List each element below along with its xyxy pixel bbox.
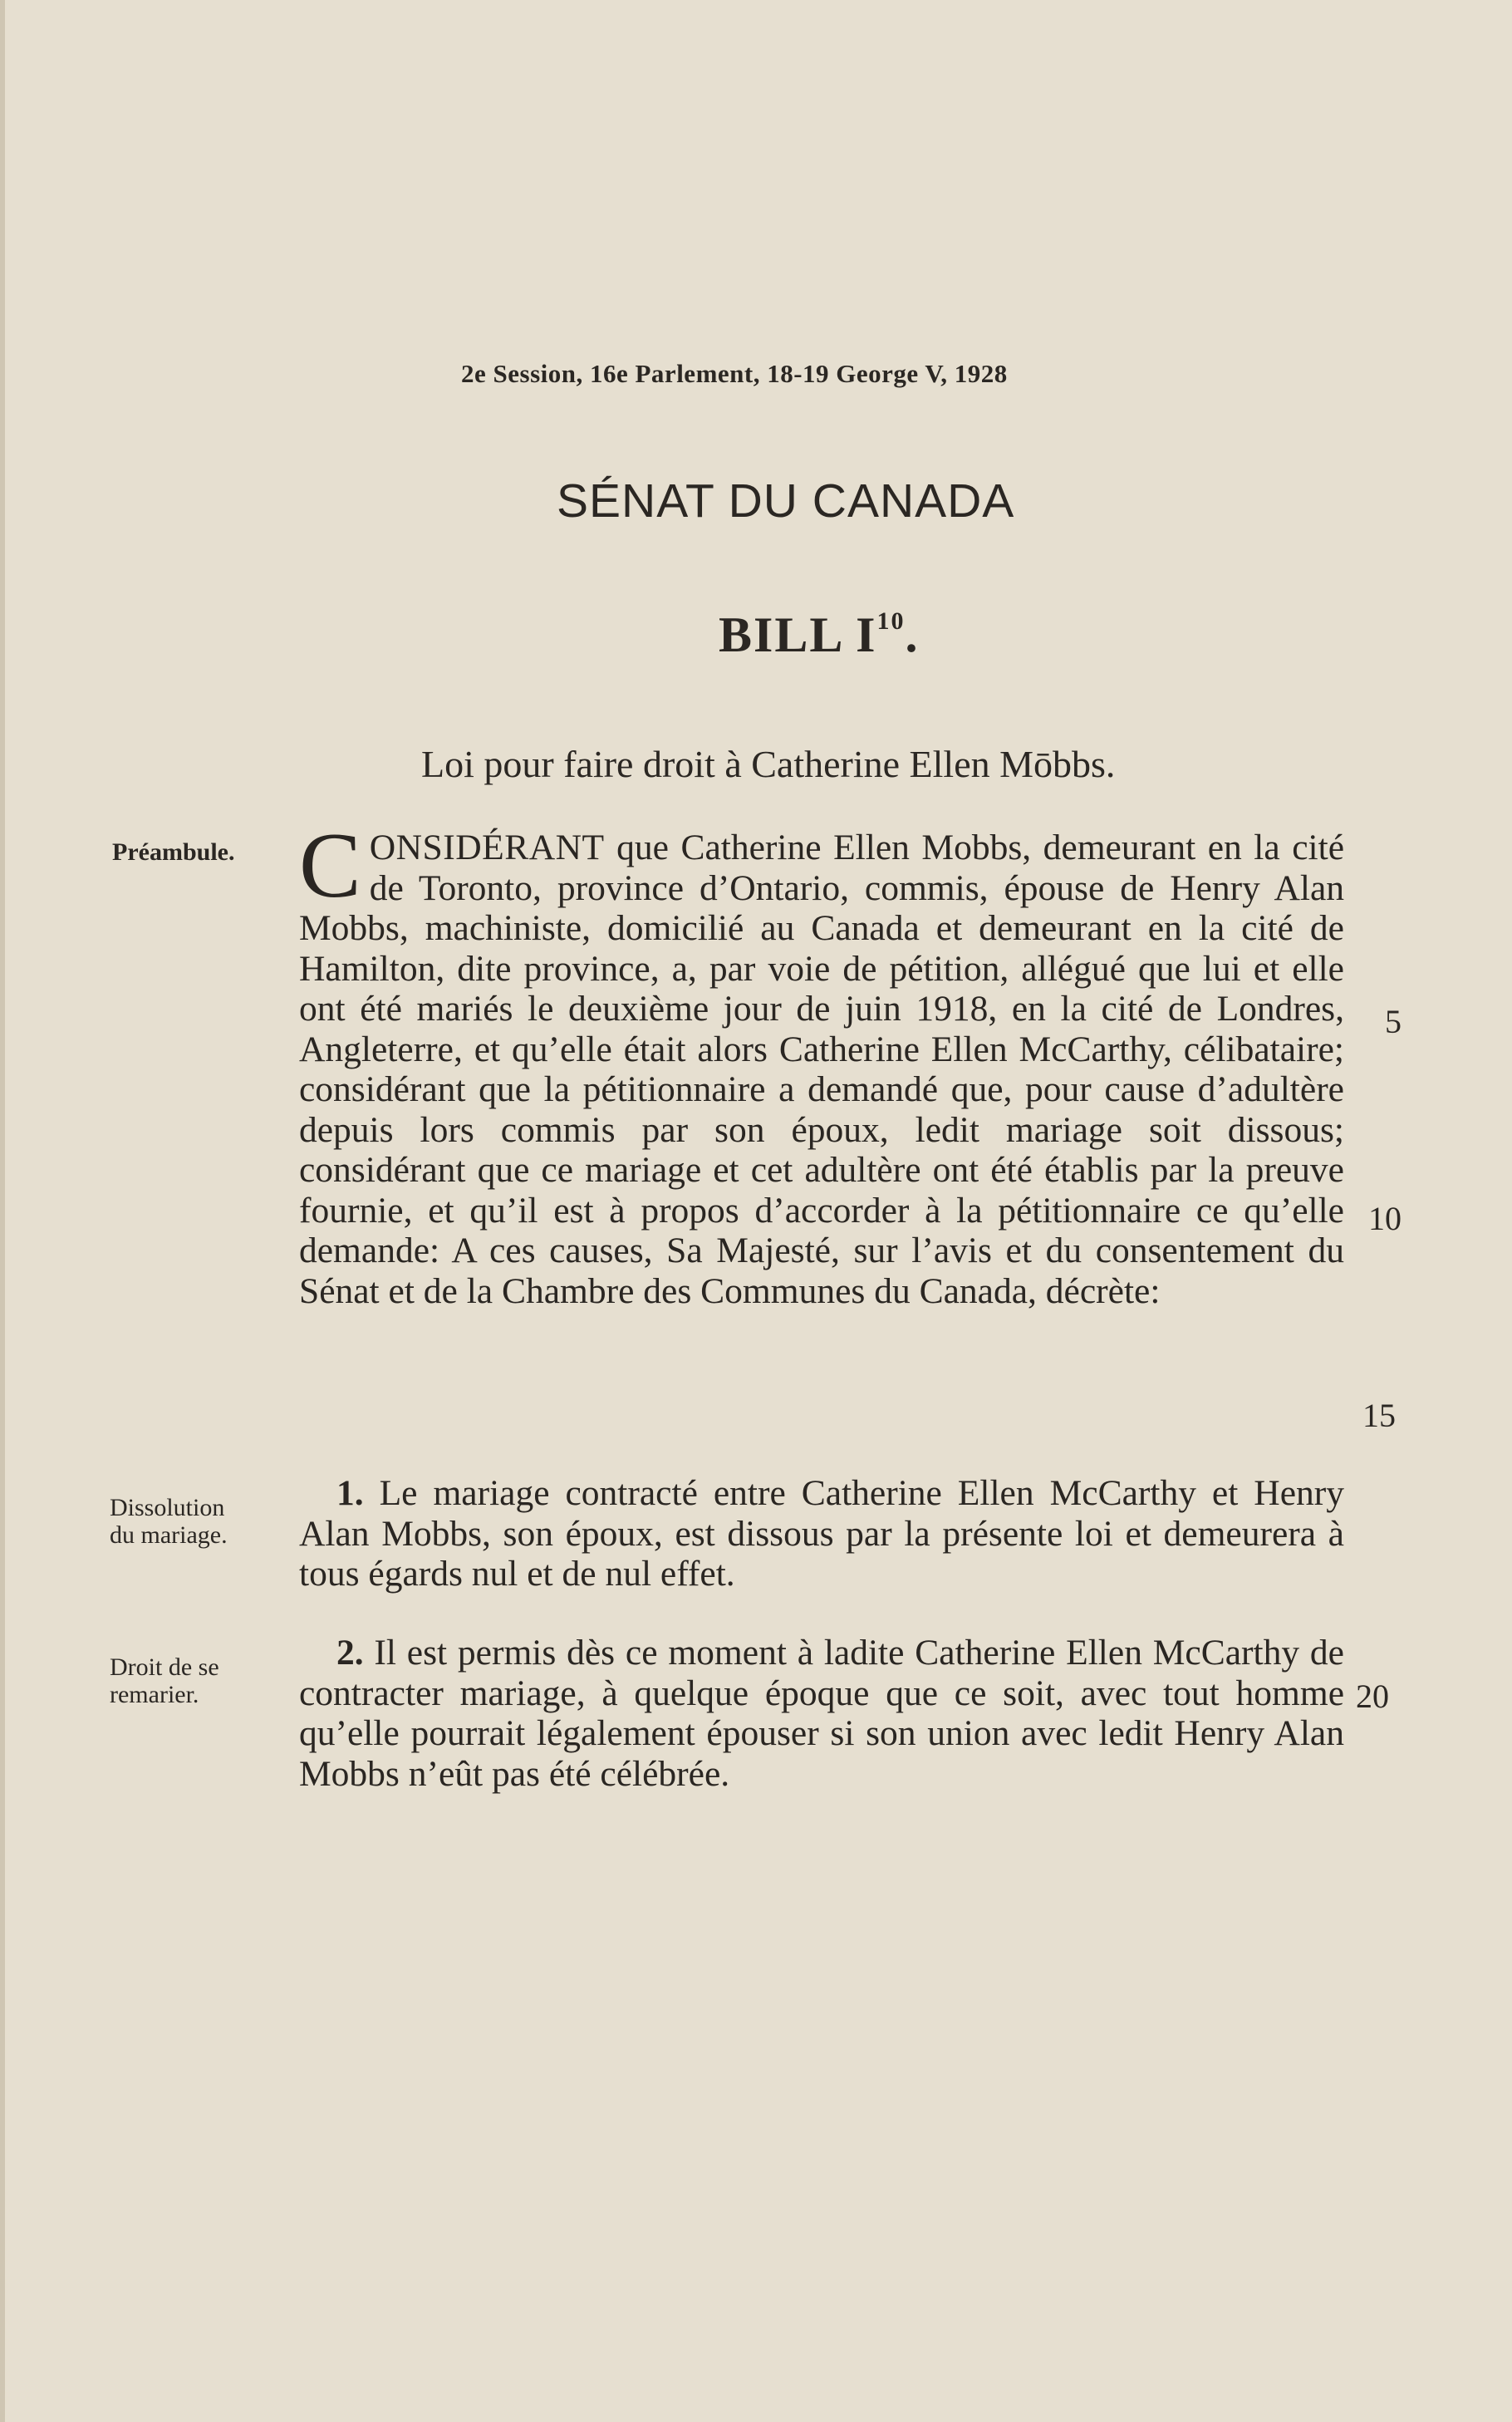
line-number: 15 — [1362, 1397, 1396, 1434]
margin-note-dissolution-line2: du mariage. — [110, 1521, 228, 1549]
section-2-paragraph — [299, 1633, 1344, 1794]
bill-number-superscript: 10 — [876, 607, 906, 635]
session-header: 2e Session, 16e Parlement, 18-19 George V, 1928 — [461, 359, 1008, 388]
section-text: Le mariage contracté entre Catherine Ellen McCarthy et Henry Alan Mobbs, son époux, est dissous par la présente loi et demeurera à tous égards nul et de nul effet. — [299, 1473, 1344, 1594]
page-edge — [0, 0, 5, 2422]
section-number: 2. — [336, 1633, 364, 1673]
margin-note-dissolution — [110, 1494, 228, 1549]
section-text: Il est permis dès ce moment à ladite Catherine Ellen McCarthy de contracter mariage, à quelque époque que ce soit, avec tout homme qu’elle pourrait légalement épouser si son union avec ledit Henry Alan Mobbs n’eût pas été célébrée. — [299, 1633, 1344, 1794]
bill-label: BILL I — [719, 607, 877, 662]
chamber-title: SÉNAT DU CANADA — [557, 474, 1015, 528]
margin-note-remarry-line2: remarier. — [110, 1681, 199, 1708]
margin-note-preamble: Préambule. — [112, 838, 235, 866]
preamble-lead-word: ONSIDÉRANT — [369, 828, 605, 867]
preamble-text: que Catherine Ellen Mobbs, demeurant en la cité de Toronto, province d’Ontario, commis, épouse de Henry Alan Mobbs, machiniste, domicilié au Canada et demeurant en la cité de Hamilton, dite province, a, par voie de pétition, allégué que lui et elle ont été mariés le deuxième jour de juin 1918, en la cité de Londres, Angleterre, et qu’elle était alors Catherine Ellen McCarthy, célibataire; considérant que la pétitionnaire a demandé que, pour cause d’adultère depuis lors commis par son époux, ledit mariage soit dissous; considérant que ce mariage et cet adultère ont été établis par la preuve fournie, et qu’il est à propos d’accorder à la pétitionnaire ce qu’elle demande: A ces causes, Sa Majesté, sur l’avis et du consentement du Sénat et de la Chambre des Communes du Canada, décrète: — [299, 828, 1344, 1311]
line-number: 10 — [1368, 1200, 1402, 1237]
section-1-paragraph — [299, 1473, 1344, 1594]
margin-note-remarry-line1: Droit de se — [110, 1653, 219, 1681]
preamble-paragraph — [299, 814, 1344, 1311]
section-number: 1. — [336, 1473, 364, 1513]
drop-cap: C — [299, 814, 361, 917]
margin-note-remarry — [110, 1653, 219, 1708]
line-number: 5 — [1385, 1003, 1402, 1040]
bill-period: . — [905, 607, 920, 662]
bill-title — [719, 607, 919, 664]
bill-subtitle: Loi pour faire droit à Catherine Ellen Mōbbs. — [421, 743, 1116, 785]
margin-note-dissolution-line1: Dissolution — [110, 1494, 225, 1521]
line-number: 20 — [1356, 1678, 1389, 1715]
